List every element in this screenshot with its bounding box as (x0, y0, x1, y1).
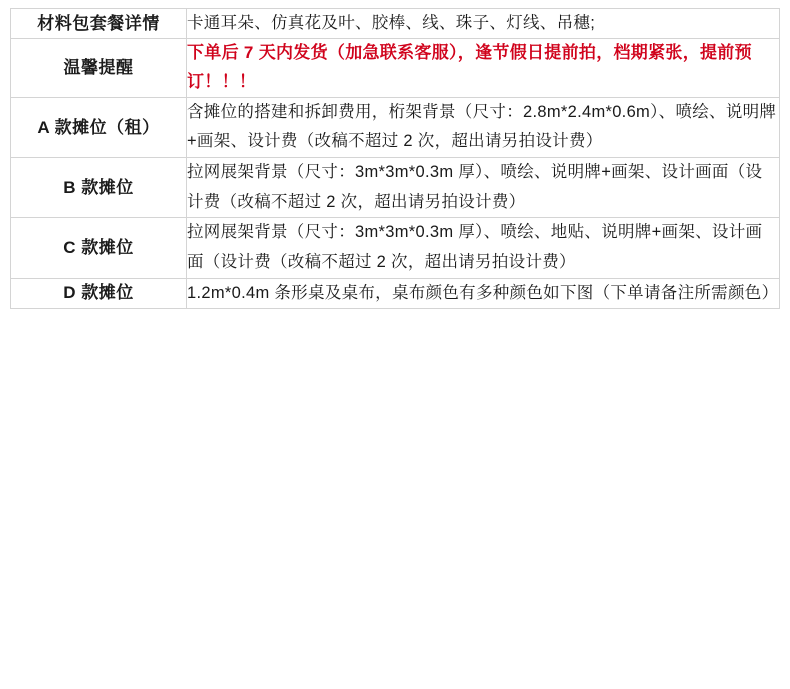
row-label: B 款摊位 (11, 158, 187, 218)
row-label: D 款摊位 (11, 278, 187, 308)
table-row (11, 158, 780, 218)
table-row (11, 38, 780, 97)
table-row (11, 97, 780, 157)
table-row (11, 218, 780, 278)
row-value: 含摊位的搭建和拆卸费用，桁架背景（尺寸：2.8m*2.4m*0.6m）、喷绘、说明牌+画架、设计费（改稿不超过 2 次，超出请另拍设计费） (187, 97, 780, 157)
row-label: 温馨提醒 (11, 38, 187, 97)
table-row (11, 9, 780, 39)
row-value: 拉网展架背景（尺寸：3m*3m*0.3m 厚）、喷绘、地贴、说明牌+画架、设计画面（设计费（改稿不超过 2 次，超出请另拍设计费） (187, 218, 780, 278)
row-value: 卡通耳朵、仿真花及叶、胶棒、线、珠子、灯线、吊穗; (187, 9, 780, 39)
row-value: 拉网展架背景（尺寸：3m*3m*0.3m 厚）、喷绘、说明牌+画架、设计画面（设计费（改稿不超过 2 次，超出请另拍设计费） (187, 158, 780, 218)
row-label: 材料包套餐详情 (11, 9, 187, 39)
row-value: 1.2m*0.4m 条形桌及桌布，桌布颜色有多种颜色如下图（下单请备注所需颜色） (187, 278, 780, 308)
row-label: C 款摊位 (11, 218, 187, 278)
row-label: A 款摊位（租） (11, 97, 187, 157)
table-body (11, 9, 780, 309)
table-row (11, 278, 780, 308)
row-value-highlight: 下单后 7 天内发货（加急联系客服），逢节假日提前拍，档期紧张，提前预订！！！ (187, 38, 780, 97)
package-details-table (10, 8, 780, 309)
